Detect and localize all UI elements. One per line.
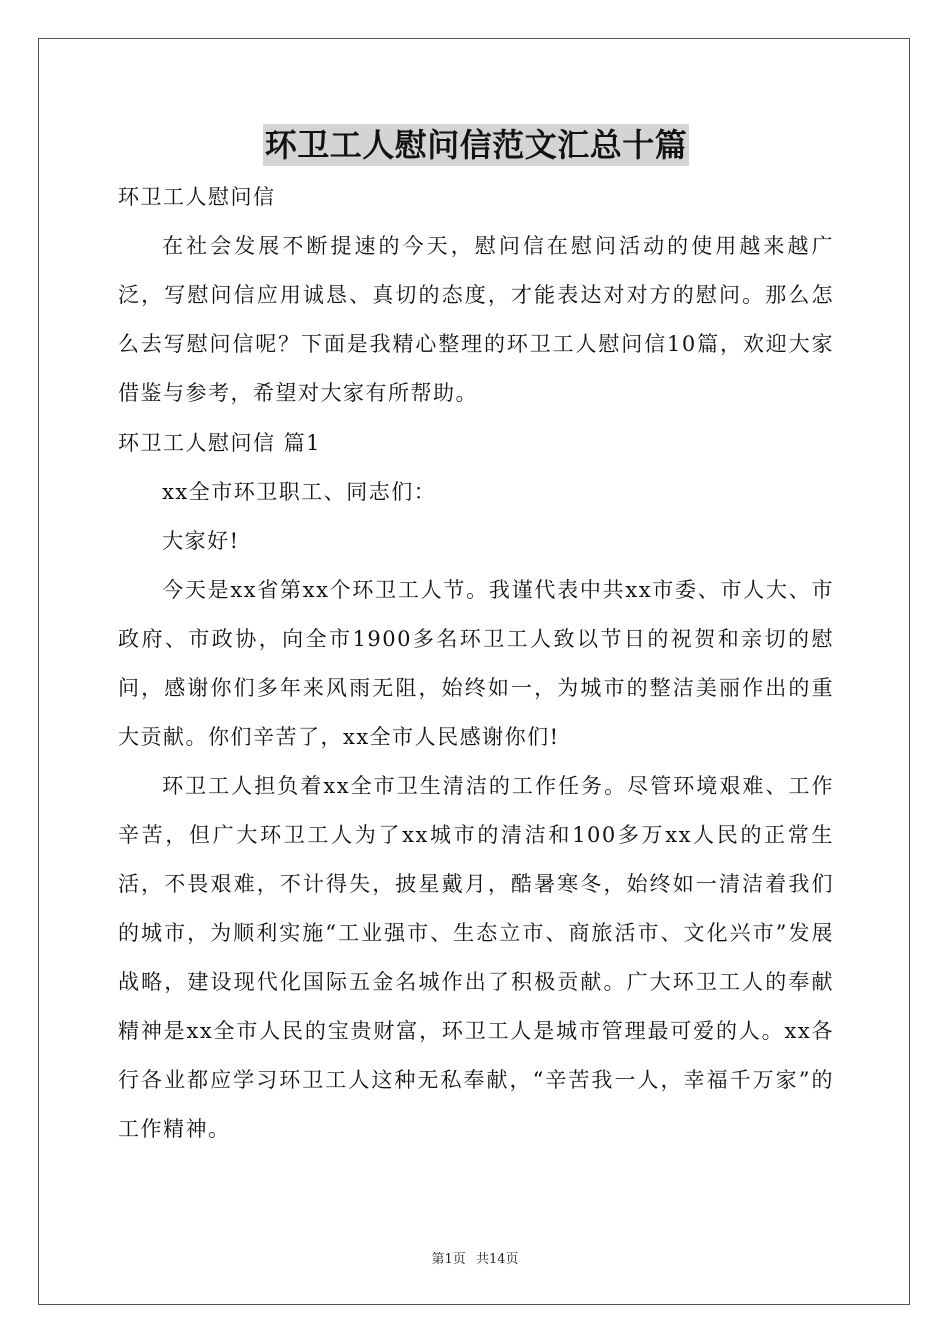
subheading: 环卫工人慰问信 bbox=[118, 185, 276, 209]
document-body bbox=[118, 124, 834, 1154]
document-title: 环卫工人慰问信范文汇总十篇 bbox=[264, 126, 688, 164]
body-paragraph-2: 环卫工人担负着xx全市卫生清洁的工作任务。尽管环境艰难、工作辛苦，但广大环卫工人为了xx城市的清洁和100多万xx人民的正常生活，不畏艰难，不计得失，披星戴月，酷暑寒冬，始终如一清洁着我们的城市，为顺利实施“工业强市、生态立市、商旅活市、文化兴市”发展战略，建设现代化国际五金名城作出了积极贡献。广大环卫工人的奉献精神是xx全市人民的宝贵财富，环卫工人是城市管理最可爱的人。xx各行各业都应学习环卫工人这种无私奉献，“辛苦我一人，幸福千万家”的工作精神。 bbox=[118, 774, 834, 1141]
title-container bbox=[118, 124, 834, 172]
section-heading: 环卫工人慰问信 篇1 bbox=[118, 431, 322, 455]
page-total: 共14页 bbox=[475, 1252, 519, 1267]
intro-paragraph: 在社会发展不断提速的今天，慰问信在慰问活动的使用越来越广泛，写慰问信应用诚恳、真切的态度，才能表达对对方的慰问。那么怎么去写慰问信呢？下面是我精心整理的环卫工人慰问信10篇，欢迎大家借鉴与参考，希望对大家有所帮助。 bbox=[118, 234, 834, 405]
salutation: xx全市环卫职工、同志们： bbox=[162, 480, 437, 504]
greeting: 大家好! bbox=[162, 529, 240, 553]
page-footer bbox=[0, 1248, 950, 1267]
body-paragraph-1: 今天是xx省第xx个环卫工人节。我谨代表中共xx市委、市人大、市政府、市政协，向全市1900多名环卫工人致以节日的祝贺和亲切的慰问，感谢你们多年来风雨无阻，始终如一，为城市的整洁美丽作出的重大贡献。你们辛苦了，xx全市人民感谢你们! bbox=[118, 578, 834, 749]
page-number: 第1页 bbox=[431, 1252, 466, 1267]
